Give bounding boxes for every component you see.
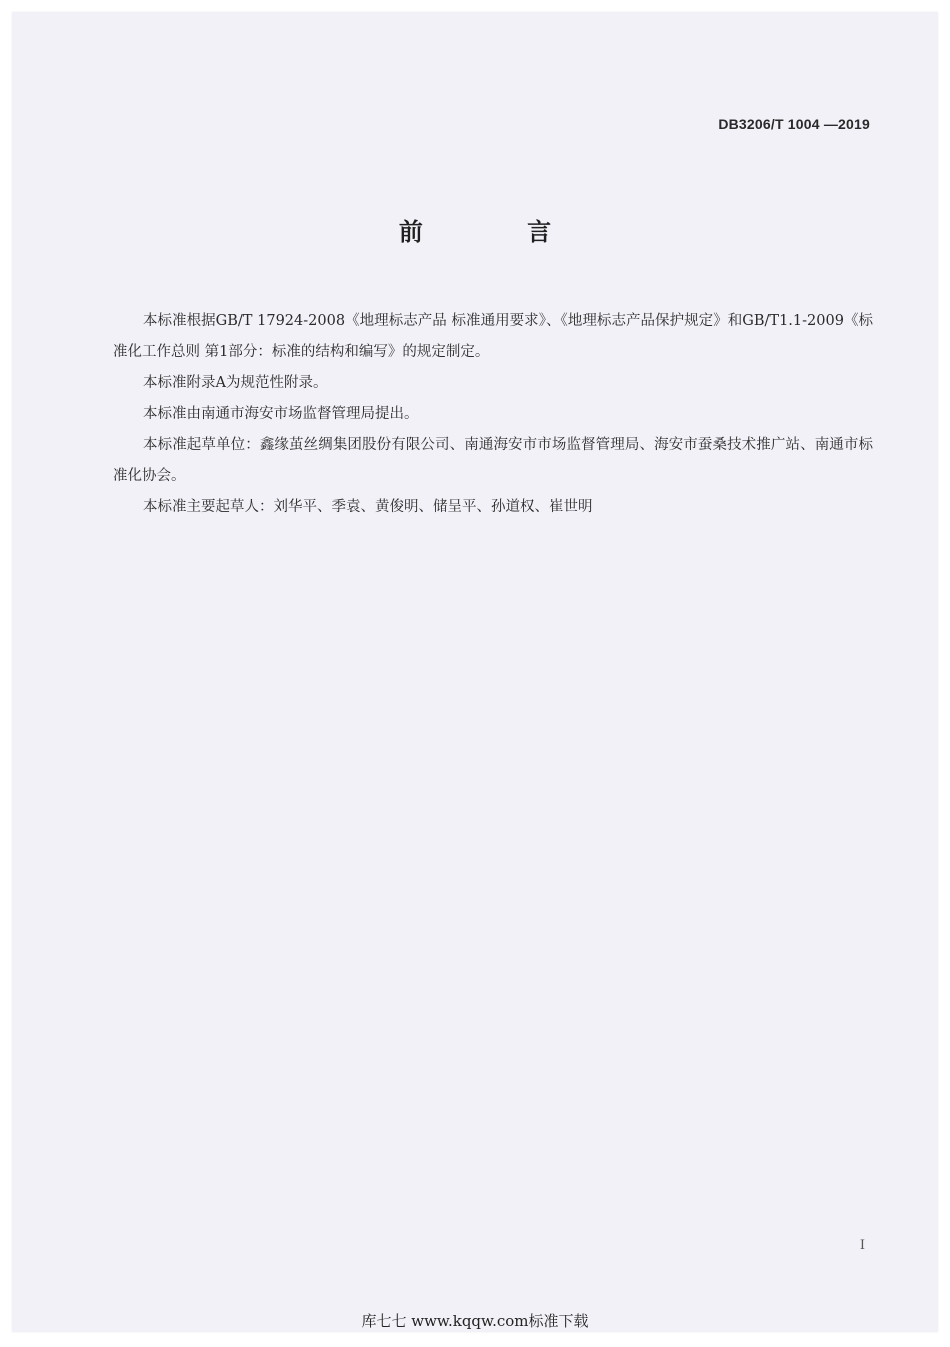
watermark-footer: 库七七 www.kqqw.com标准下载 <box>361 1312 589 1330</box>
paragraph-drafting-units: 本标准起草单位：鑫缘茧丝绸集团股份有限公司、南通海安市市场监督管理局、海安市蚕桑技术推广站、南通市标准化协会。 <box>113 437 873 484</box>
foreword-body <box>113 306 873 523</box>
paragraph-basis: 本标准根据GB/T 17924-2008《地理标志产品 标准通用要求》、《地理标志产品保护规定》和GB/T1.1-2009《标准化工作总则 第1部分：标准的结构和编写》的规定制定。 <box>113 313 873 360</box>
paragraph-appendix: 本标准附录A为规范性附录。 <box>143 375 328 391</box>
document-page <box>12 12 938 1332</box>
page-title: 前 言 <box>398 218 600 246</box>
standard-code: DB3206/T 1004 —2019 <box>718 116 870 132</box>
page-number: I <box>859 1238 865 1253</box>
paragraph-drafters: 本标准主要起草人：刘华平、季袁、黄俊明、储呈平、孙道权、崔世明 <box>143 499 593 515</box>
paragraph-proposer: 本标准由南通市海安市场监督管理局提出。 <box>143 406 419 422</box>
